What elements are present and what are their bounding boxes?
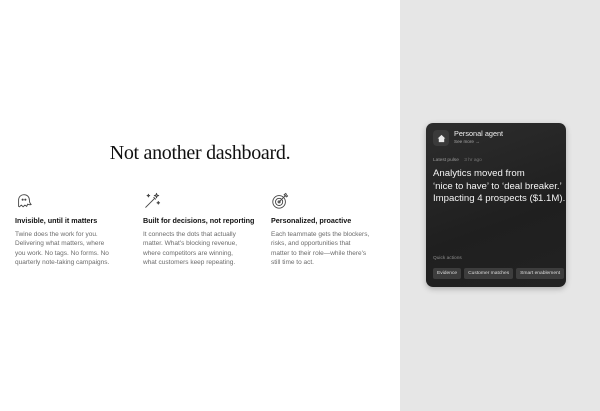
feature-description: Twine does the work for you. Delivering what matters, where you work. No tags. No forms. No quarterly note-taking campaigns.	[15, 231, 110, 267]
evidence-chip[interactable]: Evidence	[433, 268, 461, 279]
feature-description: It connects the dots that actually matter. What's blocking revenue, where competitors are winning, what customers keep repeating.	[143, 231, 238, 267]
agent-avatar	[433, 130, 449, 146]
magic-wand-icon	[143, 192, 161, 210]
pulse-message: Analytics moved from ‘nice to have’ to ‘deal breaker.’ Impacting 4 prospects ($1.1M).	[433, 168, 566, 205]
quick-actions	[433, 268, 564, 279]
pulse-timestamp: 3 hr ago	[464, 158, 482, 163]
agent-title: Personal agent	[454, 129, 504, 138]
target-icon	[271, 192, 289, 210]
agent-preview-panel	[400, 0, 600, 411]
feature-title: Built for decisions, not reporting	[143, 216, 255, 225]
personal-agent-card	[426, 123, 566, 287]
feature-personalized	[271, 192, 389, 268]
feature-description: Each teammate gets the blockers, risks, and opportunities that matter to their role—while there's still time to act.	[271, 231, 370, 267]
ghost-icon	[15, 192, 33, 210]
feature-decisions	[143, 192, 261, 268]
page-headline: Not another dashboard.	[109, 142, 291, 164]
customer-matches-chip[interactable]: Customer matches	[464, 268, 513, 279]
smart-enablement-chip[interactable]: Smart enablement	[516, 268, 564, 279]
latest-pulse-meta	[433, 158, 482, 163]
house-icon	[437, 134, 446, 143]
quick-actions-label: Quick actions	[433, 256, 462, 261]
feature-title: Personalized, proactive	[271, 216, 352, 225]
see-more-link[interactable]: See more →	[454, 139, 480, 144]
feature-invisible	[15, 192, 133, 268]
feature-title: Invisible, until it matters	[15, 216, 98, 225]
pulse-label: Latest pulse	[433, 158, 459, 163]
